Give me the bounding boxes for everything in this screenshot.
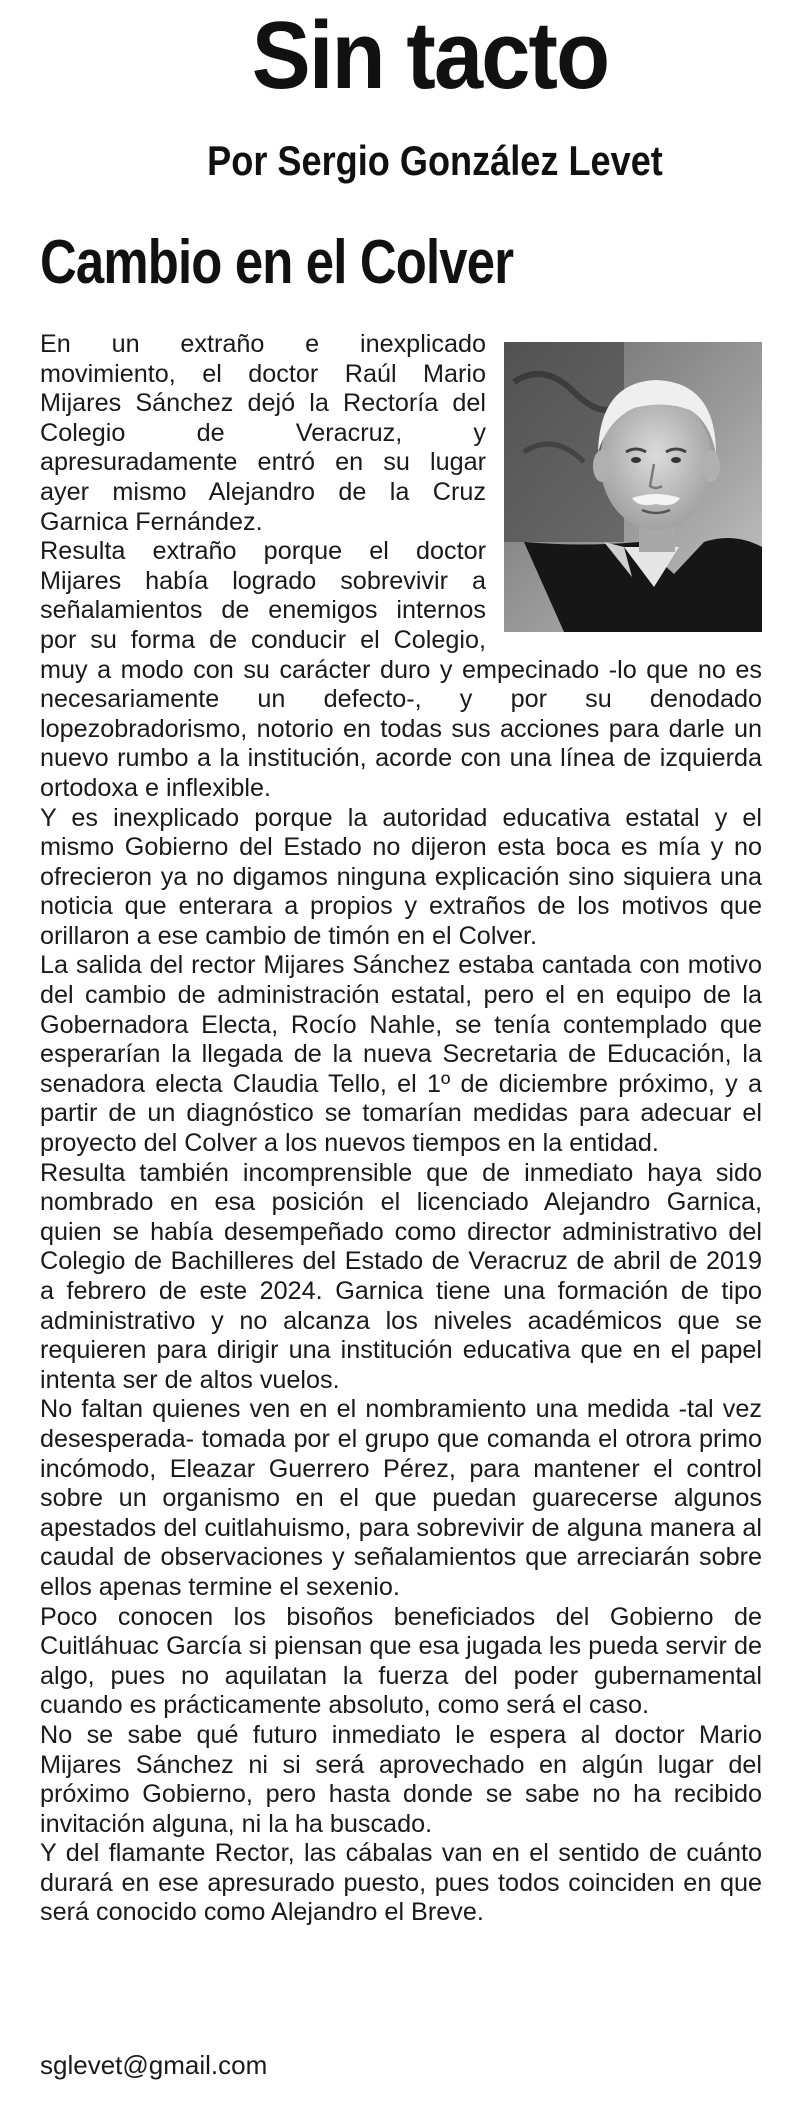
author-photo	[504, 342, 762, 632]
paragraph-2: Resulta extraño porque el doctor Mijares había logrado sobrevivir a señalamientos de enemigos internos por su forma de conducir el Colegio, muy a modo con su carácter duro y empecinado -lo que no es necesariamente un defecto-, y por su denodado lopezobradorismo, notorio en todas sus acciones para darle un nuevo rumbo a la institución, acorde con una línea de izquierda ortodoxa e inflexible.	[40, 537, 762, 802]
paragraph-7: Poco conocen los bisoños beneficiados del Gobierno de Cuitláhuac García si piensan que esa jugada les pueda servir de algo, pues no aquilatan la fuerza del poder gubernamental cuando es prácticamente absoluto, como será el caso.	[40, 1602, 762, 1720]
paragraph-8: No se sabe qué futuro inmediato le espera al doctor Mario Mijares Sánchez ni si será aprovechado en algún lugar del próximo Gobierno, pero hasta donde se sabe no ha recibido invitación alguna, ni la ha buscado.	[40, 1720, 762, 1838]
author-portrait-image	[504, 342, 762, 632]
paragraph-6: No faltan quienes ven en el nombramiento una medida -tal vez desesperada- tomada por el grupo que comanda el otrora primo incómodo, Eleazar Guerrero Pérez, para mantener el control sobre un organismo en el que puedan guarecerse algunos apestados del cuitlahuismo, para sobrevivir de alguna manera al caudal de observaciones y señalamientos que arreciarán sobre ellos apenas termine el sexenio.	[40, 1395, 762, 1601]
paragraph-3: Y es inexplicado porque la autoridad educativa estatal y el mismo Gobierno del Estado no dijeron esta boca es mía y no ofrecieron ya no digamos ninguna explicación sino siquiera una noticia que enterara a propios y extraños de los motivos que orillaron a ese cambio de timón en el Colver.	[40, 803, 762, 950]
paragraph-9: Y del flamante Rector, las cábalas van en el sentido de cuánto durará en ese apresurado puesto, pues todos coinciden en que será conocido como Alejandro el Breve.	[40, 1839, 762, 1927]
paragraph-5: Resulta también incomprensible que de inmediato haya sido nombrado en esa posición el licenciado Alejandro Garnica, quien se había desempeñado como director administrativo del Colegio de Bachilleres del Estado de Veracruz de abril de 2019 a febrero de este 2024. Garnica tiene una formación de tipo administrativo y no alcanza los niveles académicos que se requieren para dirigir una institución educativa que en el papel intenta ser de altos vuelos.	[40, 1158, 762, 1394]
article-body	[40, 330, 762, 1928]
byline: Por Sergio González Levet	[207, 137, 663, 184]
author-email[interactable]: sglevet@gmail.com	[40, 2050, 268, 2080]
headline: Cambio en el Colver	[40, 228, 514, 297]
paragraph-1: En un extraño e inexplicado movimiento, el doctor Raúl Mario Mijares Sánchez dejó la Rectoría del Colegio de Veracruz, y apresuradamente entró en su lugar ayer mismo Alejandro de la Cruz Garnica Fernández.	[40, 330, 486, 536]
paragraph-4: La salida del rector Mijares Sánchez estaba cantada con motivo del cambio de administración estatal, pero el en equipo de la Gobernadora Electa, Rocío Nahle, se tenía contemplado que esperarían la llegada de la nueva Secretaria de Educación, la senadora electa Claudia Tello, el 1º de diciembre próximo, y a partir de un diagnóstico se tomarían medidas para adecuar el proyecto del Colver a los nuevos tiempos en la entidad.	[40, 951, 762, 1158]
column-title: Sin tacto	[251, 2, 609, 109]
